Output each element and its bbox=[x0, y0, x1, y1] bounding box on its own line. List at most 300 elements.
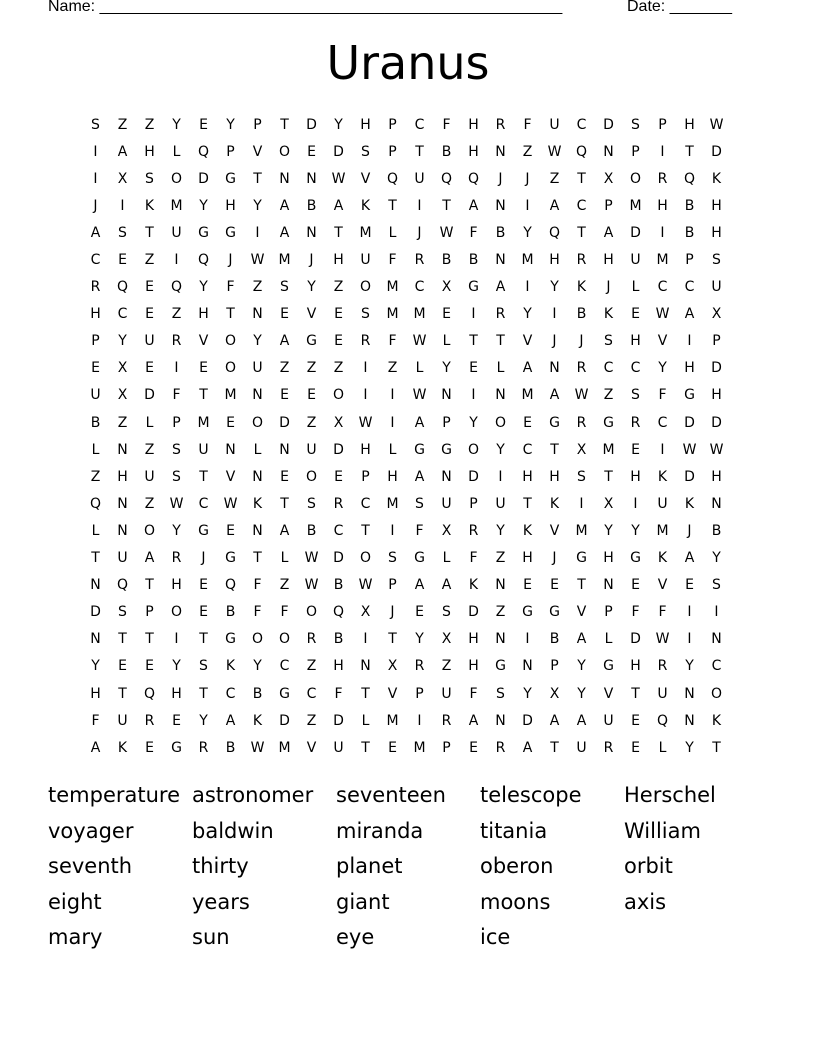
grid-letter: Z bbox=[306, 712, 317, 729]
grid-letter: Y bbox=[253, 333, 262, 350]
grid-letter: D bbox=[522, 712, 533, 729]
grid-letter: C bbox=[630, 360, 641, 377]
grid-letter: S bbox=[712, 252, 721, 269]
grid-letter: S bbox=[145, 170, 154, 187]
grid-letter: T bbox=[496, 333, 505, 350]
grid-letter: F bbox=[388, 333, 397, 350]
grid-letter: E bbox=[199, 604, 208, 621]
grid-letter: W bbox=[412, 333, 427, 350]
grid-letter: L bbox=[388, 441, 397, 458]
grid-letter: Z bbox=[117, 116, 128, 133]
grid-letter: O bbox=[170, 170, 183, 187]
grid-letter: K bbox=[225, 658, 236, 675]
word-bank-item: planet bbox=[336, 854, 403, 879]
grid-letter: B bbox=[225, 604, 236, 621]
grid-letter: T bbox=[118, 685, 127, 702]
grid-letter: Y bbox=[199, 197, 208, 214]
grid-letter: W bbox=[223, 495, 238, 512]
grid-letter: E bbox=[307, 143, 316, 160]
grid-letter: Z bbox=[144, 252, 155, 269]
grid-letter: Q bbox=[116, 279, 129, 296]
grid-letter: K bbox=[144, 197, 155, 214]
grid-letter: V bbox=[306, 306, 317, 323]
grid-letter: S bbox=[496, 685, 505, 702]
grid-letter: U bbox=[549, 116, 560, 133]
grid-letter: B bbox=[90, 414, 101, 431]
grid-letter: D bbox=[684, 468, 695, 485]
grid-letter: X bbox=[711, 306, 722, 323]
grid-letter: T bbox=[469, 333, 478, 350]
grid-row bbox=[82, 382, 730, 409]
grid-letter: R bbox=[657, 658, 668, 675]
grid-letter: Z bbox=[306, 658, 317, 675]
grid-letter: D bbox=[630, 631, 641, 648]
grid-row bbox=[82, 111, 730, 138]
grid-letter: T bbox=[253, 550, 262, 567]
grid-letter: B bbox=[684, 197, 695, 214]
grid-letter: U bbox=[441, 495, 452, 512]
grid-letter: N bbox=[495, 712, 506, 729]
grid-row bbox=[82, 192, 730, 219]
grid-letter: M bbox=[359, 224, 372, 241]
grid-letter: S bbox=[361, 143, 370, 160]
word-bank-item: giant bbox=[336, 889, 390, 914]
grid-letter: B bbox=[225, 739, 236, 756]
grid-letter: E bbox=[469, 739, 478, 756]
grid-letter: P bbox=[145, 604, 154, 621]
grid-letter: N bbox=[252, 522, 263, 539]
grid-letter: X bbox=[603, 495, 614, 512]
grid-letter: O bbox=[305, 468, 318, 485]
grid-letter: L bbox=[91, 522, 100, 539]
grid-letter: P bbox=[91, 333, 100, 350]
word-bank-item: telescope bbox=[480, 783, 582, 807]
grid-letter: U bbox=[711, 279, 722, 296]
grid-letter: G bbox=[279, 685, 290, 702]
grid-letter: T bbox=[91, 550, 100, 567]
grid-letter: Y bbox=[199, 712, 208, 729]
grid-letter: A bbox=[549, 712, 560, 729]
grid-letter: O bbox=[170, 604, 183, 621]
grid-letter: T bbox=[199, 468, 208, 485]
grid-letter: U bbox=[360, 252, 371, 269]
grid-letter: H bbox=[144, 143, 155, 160]
grid-letter: S bbox=[442, 604, 451, 621]
grid-letter: E bbox=[199, 577, 208, 594]
grid-letter: T bbox=[361, 685, 370, 702]
grid-letter: G bbox=[171, 739, 182, 756]
grid-letter: A bbox=[549, 197, 560, 214]
grid-row bbox=[82, 490, 730, 517]
grid-letter: F bbox=[469, 224, 478, 241]
grid-letter: R bbox=[495, 306, 506, 323]
grid-letter: T bbox=[118, 631, 127, 648]
word-bank-item: astronomer bbox=[192, 783, 314, 807]
grid-letter: L bbox=[496, 360, 505, 377]
grid-letter: H bbox=[630, 333, 641, 350]
grid-letter: C bbox=[90, 252, 101, 269]
grid-letter: Z bbox=[171, 306, 182, 323]
grid-letter: H bbox=[198, 306, 209, 323]
word-bank-item: ice bbox=[480, 925, 511, 950]
grid-letter: L bbox=[604, 631, 613, 648]
word-bank-item: axis bbox=[624, 889, 667, 914]
word-bank-item: mary bbox=[48, 925, 103, 950]
grid-letter: U bbox=[117, 550, 128, 567]
grid-letter: G bbox=[468, 279, 479, 296]
grid-letter: P bbox=[388, 116, 397, 133]
grid-letter: F bbox=[253, 577, 262, 594]
grid-letter: H bbox=[711, 468, 722, 485]
grid-letter: N bbox=[684, 685, 695, 702]
grid-letter: S bbox=[415, 495, 424, 512]
grid-letter: M bbox=[602, 441, 615, 458]
grid-letter: H bbox=[90, 685, 101, 702]
grid-letter: A bbox=[90, 224, 101, 241]
grid-letter: W bbox=[304, 577, 319, 594]
grid-letter: E bbox=[469, 360, 478, 377]
grid-letter: Z bbox=[306, 414, 317, 431]
grid-letter: U bbox=[117, 712, 128, 729]
grid-letter: G bbox=[576, 550, 587, 567]
grid-letter: G bbox=[549, 414, 560, 431]
grid-letter: D bbox=[630, 224, 641, 241]
grid-letter: J bbox=[390, 604, 395, 621]
grid-letter: O bbox=[143, 522, 156, 539]
grid-letter: M bbox=[278, 739, 291, 756]
grid-letter: A bbox=[279, 522, 290, 539]
grid-letter: T bbox=[550, 739, 559, 756]
grid-letter: G bbox=[441, 441, 452, 458]
word-bank-item: voyager bbox=[48, 818, 134, 843]
grid-letter: E bbox=[334, 468, 343, 485]
grid-letter: E bbox=[523, 414, 532, 431]
grid-letter: W bbox=[412, 387, 427, 404]
grid-letter: D bbox=[144, 387, 155, 404]
grid-letter: Q bbox=[116, 577, 129, 594]
grid-letter: S bbox=[172, 441, 181, 458]
grid-letter: L bbox=[442, 333, 451, 350]
grid-letter: C bbox=[576, 116, 587, 133]
grid-letter: T bbox=[361, 522, 370, 539]
grid-row bbox=[82, 138, 730, 165]
grid-letter: F bbox=[469, 550, 478, 567]
grid-letter: R bbox=[576, 414, 587, 431]
grid-letter: J bbox=[201, 550, 206, 567]
grid-letter: A bbox=[684, 550, 695, 567]
grid-row bbox=[82, 734, 730, 761]
grid-letter: Y bbox=[334, 116, 343, 133]
grid-letter: N bbox=[117, 522, 128, 539]
word-bank-item: titania bbox=[480, 818, 548, 843]
grid-letter: I bbox=[390, 522, 395, 539]
grid-letter: O bbox=[224, 360, 237, 377]
grid-row bbox=[82, 409, 730, 436]
grid-letter: V bbox=[225, 468, 236, 485]
grid-letter: V bbox=[252, 143, 263, 160]
grid-letter: H bbox=[711, 197, 722, 214]
grid-letter: A bbox=[576, 712, 587, 729]
grid-letter: Y bbox=[442, 360, 451, 377]
grid-letter: X bbox=[441, 631, 452, 648]
grid-letter: S bbox=[280, 279, 289, 296]
grid-letter: P bbox=[415, 685, 424, 702]
grid-letter: M bbox=[170, 197, 183, 214]
grid-letter: I bbox=[552, 306, 557, 323]
word-bank-item: miranda bbox=[336, 818, 424, 843]
grid-letter: D bbox=[333, 441, 344, 458]
grid-letter: S bbox=[577, 468, 586, 485]
grid-letter: R bbox=[144, 712, 155, 729]
grid-letter: R bbox=[414, 658, 425, 675]
grid-letter: R bbox=[630, 414, 641, 431]
grid-letter: Z bbox=[117, 414, 128, 431]
grid-letter: D bbox=[468, 604, 479, 621]
grid-letter: D bbox=[90, 604, 101, 621]
grid-letter: I bbox=[525, 197, 530, 214]
grid-letter: I bbox=[687, 631, 692, 648]
grid-letter: R bbox=[495, 739, 506, 756]
grid-letter: N bbox=[603, 577, 614, 594]
grid-letter: G bbox=[495, 658, 506, 675]
grid-letter: K bbox=[360, 197, 371, 214]
grid-letter: R bbox=[333, 495, 344, 512]
grid-letter: F bbox=[469, 685, 478, 702]
grid-letter: H bbox=[711, 387, 722, 404]
grid-letter: N bbox=[117, 441, 128, 458]
word-bank-item: eight bbox=[48, 889, 102, 914]
grid-letter: J bbox=[417, 224, 422, 241]
grid-letter: T bbox=[199, 387, 208, 404]
grid-letter: Q bbox=[656, 712, 669, 729]
grid-letter: D bbox=[306, 116, 317, 133]
grid-letter: C bbox=[576, 197, 587, 214]
grid-letter: Q bbox=[170, 279, 183, 296]
grid-letter: A bbox=[279, 224, 290, 241]
grid-letter: E bbox=[631, 441, 640, 458]
grid-letter: P bbox=[388, 577, 397, 594]
grid-letter: N bbox=[441, 387, 452, 404]
grid-letter: N bbox=[306, 170, 317, 187]
grid-letter: I bbox=[525, 631, 530, 648]
grid-letter: K bbox=[657, 468, 668, 485]
grid-letter: N bbox=[495, 387, 506, 404]
grid-letter: Z bbox=[333, 360, 344, 377]
grid-letter: Q bbox=[548, 224, 561, 241]
grid-letter: Y bbox=[523, 306, 532, 323]
grid-letter: V bbox=[576, 604, 587, 621]
grid-letter: I bbox=[93, 170, 98, 187]
grid-letter: N bbox=[495, 252, 506, 269]
grid-letter: I bbox=[120, 197, 125, 214]
grid-letter: Y bbox=[469, 414, 478, 431]
grid-letter: P bbox=[631, 143, 640, 160]
grid-letter: R bbox=[171, 333, 182, 350]
grid-letter: K bbox=[117, 739, 128, 756]
grid-letter: V bbox=[387, 685, 398, 702]
grid-letter: M bbox=[413, 739, 426, 756]
word-bank-item: seventh bbox=[48, 854, 133, 879]
word-bank-item: temperature bbox=[48, 783, 180, 807]
grid-letter: P bbox=[658, 116, 667, 133]
grid-letter: E bbox=[415, 604, 424, 621]
grid-letter: N bbox=[549, 360, 560, 377]
grid-letter: H bbox=[603, 550, 614, 567]
grid-letter: D bbox=[198, 170, 209, 187]
grid-letter: Q bbox=[467, 170, 480, 187]
grid-row bbox=[82, 680, 730, 707]
grid-letter: I bbox=[363, 360, 368, 377]
grid-row bbox=[82, 545, 730, 572]
grid-letter: W bbox=[709, 116, 724, 133]
grid-letter: I bbox=[417, 712, 422, 729]
grid-letter: V bbox=[657, 577, 668, 594]
grid-letter: B bbox=[333, 631, 344, 648]
grid-letter: I bbox=[93, 143, 98, 160]
grid-letter: A bbox=[279, 197, 290, 214]
grid-letter: C bbox=[117, 306, 128, 323]
grid-letter: S bbox=[199, 658, 208, 675]
grid-letter: B bbox=[711, 522, 722, 539]
grid-letter: X bbox=[117, 387, 128, 404]
grid-letter: Q bbox=[197, 252, 210, 269]
grid-letter: E bbox=[226, 522, 235, 539]
grid-letter: X bbox=[333, 414, 344, 431]
grid-letter: A bbox=[684, 306, 695, 323]
grid-letter: A bbox=[522, 360, 533, 377]
grid-letter: N bbox=[117, 495, 128, 512]
grid-letter: C bbox=[684, 279, 695, 296]
grid-letter: E bbox=[118, 658, 127, 675]
grid-letter: S bbox=[631, 116, 640, 133]
grid-letter: N bbox=[495, 143, 506, 160]
grid-letter: N bbox=[252, 306, 263, 323]
grid-letter: H bbox=[333, 252, 344, 269]
grid-letter: G bbox=[306, 333, 317, 350]
grid-letter: T bbox=[631, 685, 640, 702]
grid-letter: E bbox=[91, 360, 100, 377]
grid-letter: A bbox=[468, 197, 479, 214]
grid-letter: U bbox=[198, 441, 209, 458]
grid-letter: P bbox=[361, 468, 370, 485]
grid-letter: T bbox=[280, 495, 289, 512]
grid-letter: O bbox=[629, 170, 642, 187]
word-bank-item: moons bbox=[480, 889, 551, 914]
grid-letter: I bbox=[174, 631, 179, 648]
grid-letter: D bbox=[468, 468, 479, 485]
grid-letter: Q bbox=[143, 685, 156, 702]
grid-letter: H bbox=[522, 550, 533, 567]
grid-row bbox=[82, 301, 730, 328]
grid-letter: T bbox=[604, 468, 613, 485]
grid-letter: T bbox=[361, 739, 370, 756]
grid-letter: M bbox=[656, 252, 669, 269]
grid-letter: P bbox=[685, 252, 694, 269]
grid-letter: C bbox=[414, 116, 425, 133]
grid-letter: I bbox=[660, 441, 665, 458]
grid-letter: O bbox=[251, 414, 264, 431]
grid-letter: K bbox=[711, 712, 722, 729]
grid-letter: Z bbox=[387, 360, 398, 377]
grid-letter: S bbox=[361, 306, 370, 323]
grid-letter: M bbox=[629, 197, 642, 214]
grid-letter: N bbox=[684, 712, 695, 729]
grid-letter: I bbox=[417, 197, 422, 214]
grid-letter: K bbox=[252, 495, 263, 512]
grid-letter: W bbox=[331, 170, 346, 187]
grid-letter: T bbox=[523, 495, 532, 512]
grid-letter: S bbox=[307, 495, 316, 512]
grid-letter: J bbox=[579, 333, 584, 350]
grid-letter: M bbox=[521, 387, 534, 404]
grid-letter: K bbox=[576, 279, 587, 296]
grid-letter: V bbox=[306, 739, 317, 756]
grid-letter: O bbox=[359, 279, 372, 296]
grid-letter: F bbox=[415, 522, 424, 539]
grid-letter: E bbox=[280, 387, 289, 404]
grid-letter: G bbox=[198, 224, 209, 241]
grid-letter: G bbox=[630, 550, 641, 567]
word-bank-item: sun bbox=[192, 925, 230, 950]
word-bank-item: baldwin bbox=[192, 818, 274, 843]
grid-letter: Z bbox=[144, 116, 155, 133]
grid-row bbox=[82, 572, 730, 599]
grid-letter: R bbox=[198, 739, 209, 756]
grid-letter: V bbox=[603, 685, 614, 702]
grid-letter: N bbox=[603, 143, 614, 160]
grid-letter: W bbox=[304, 550, 319, 567]
date-field-label: Date: _______ bbox=[627, 0, 732, 15]
grid-letter: Z bbox=[603, 387, 614, 404]
grid-letter: L bbox=[442, 550, 451, 567]
grid-letter: N bbox=[252, 468, 263, 485]
grid-letter: H bbox=[684, 116, 695, 133]
grid-row bbox=[82, 517, 730, 544]
grid-letter: Y bbox=[172, 658, 181, 675]
grid-letter: Y bbox=[523, 224, 532, 241]
grid-letter: B bbox=[333, 577, 344, 594]
grid-letter: L bbox=[361, 712, 370, 729]
word-bank-item: orbit bbox=[624, 854, 673, 879]
grid-letter: C bbox=[414, 279, 425, 296]
grid-letter: Y bbox=[658, 360, 667, 377]
grid-letter: S bbox=[388, 550, 397, 567]
grid-letter: B bbox=[441, 143, 452, 160]
grid-letter: G bbox=[225, 631, 236, 648]
grid-letter: O bbox=[710, 685, 723, 702]
word-bank-item: eye bbox=[336, 925, 375, 950]
grid-letter: N bbox=[279, 170, 290, 187]
grid-letter: U bbox=[576, 739, 587, 756]
grid-letter: P bbox=[442, 739, 451, 756]
grid-letter: O bbox=[224, 333, 237, 350]
grid-letter: M bbox=[386, 279, 399, 296]
grid-letter: P bbox=[550, 658, 559, 675]
grid-letter: I bbox=[471, 306, 476, 323]
word-bank-item: years bbox=[192, 889, 250, 914]
grid-letter: K bbox=[711, 170, 722, 187]
grid-letter: Z bbox=[279, 577, 290, 594]
grid-letter: H bbox=[549, 252, 560, 269]
grid-letter: O bbox=[359, 550, 372, 567]
letter-grid bbox=[82, 111, 730, 761]
grid-letter: Q bbox=[440, 170, 453, 187]
grid-letter: I bbox=[525, 279, 530, 296]
grid-letter: U bbox=[495, 495, 506, 512]
grid-letter: D bbox=[333, 712, 344, 729]
grid-letter: X bbox=[117, 360, 128, 377]
grid-row bbox=[82, 246, 730, 273]
